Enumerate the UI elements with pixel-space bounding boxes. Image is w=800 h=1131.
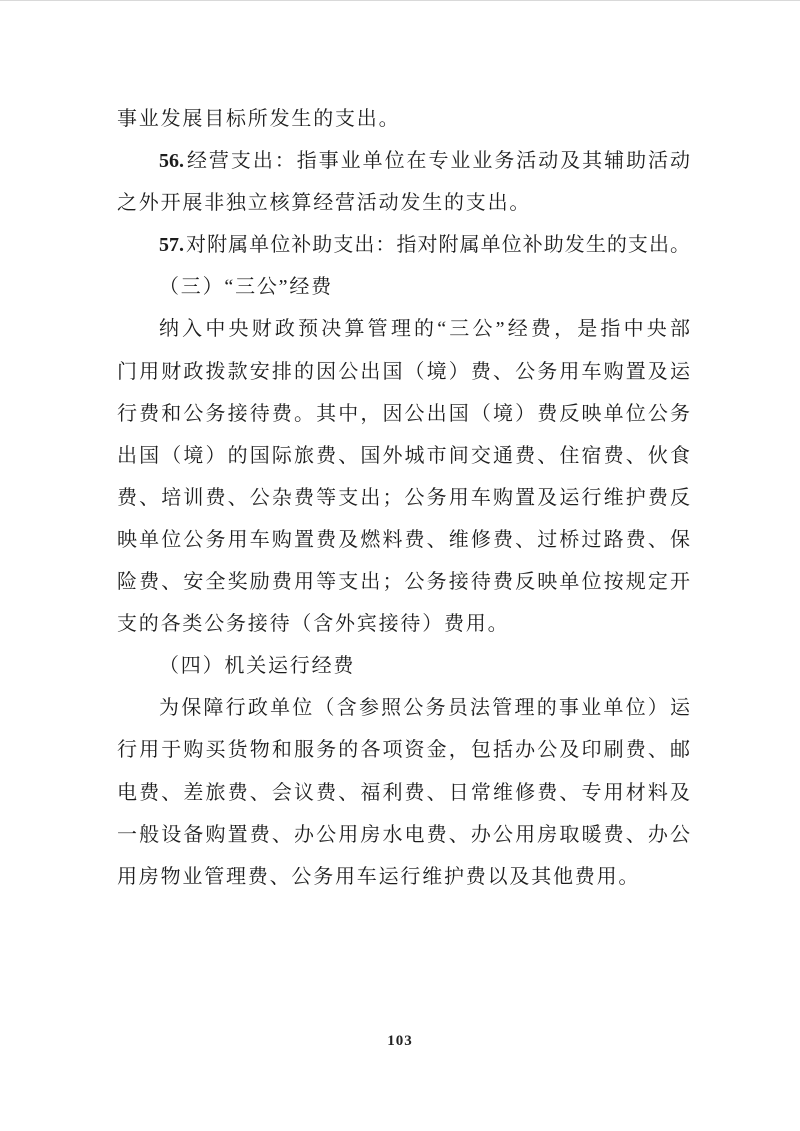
section-heading: （三）“三公”经费 xyxy=(159,276,333,299)
text-line: 出国（境）的国际旅费、国外城市间交通费、住宿费、伙食 xyxy=(117,444,690,467)
text-line: 费、培训费、公杂费等支出；公务用车购置及运行维护费反 xyxy=(117,486,690,509)
item-number: 57. xyxy=(159,234,184,257)
text-line: 行费和公务接待费。其中，因公出国（境）费反映单位公务 xyxy=(117,402,690,425)
text-line: 支的各类公务接待（含外宾接待）费用。 xyxy=(117,613,510,636)
text-line: 映单位公务用车购置费及燃料费、维修费、过桥过路费、保 xyxy=(117,528,690,551)
page-number: 103 xyxy=(387,1033,413,1049)
text-line: 为保障行政单位（含参照公务员法管理的事业单位）运 xyxy=(159,697,690,720)
text-line: 事业发展目标所发生的支出。 xyxy=(117,108,401,130)
item-number: 56. xyxy=(159,150,184,173)
text-line: 之外开展非独立核算经营活动发生的支出。 xyxy=(117,192,532,215)
text-line: 56.经营支出：指事业单位在专业业务活动及其辅助活动 xyxy=(159,150,690,173)
document-body xyxy=(117,98,690,898)
text-line: 一般设备购置费、办公用房水电费、办公用房取暖费、办公 xyxy=(117,823,690,846)
text-line: 用房物业管理费、公务用车运行维护费以及其他费用。 xyxy=(117,865,641,888)
text-line: 纳入中央财政预决算管理的“三公”经费，是指中央部 xyxy=(159,318,690,341)
section-heading: （四）机关运行经费 xyxy=(159,655,356,678)
text-line: 行用于购买货物和服务的各项资金，包括办公及印刷费、邮 xyxy=(117,739,690,762)
page-top-edge xyxy=(0,0,800,1)
text-line: 险费、安全奖励费用等支出；公务接待费反映单位按规定开 xyxy=(117,571,690,594)
text-line: 门用财政拨款安排的因公出国（境）费、公务用车购置及运 xyxy=(117,360,690,383)
text-line: 57.对附属单位补助支出：指对附属单位补助发生的支出。 xyxy=(159,234,690,257)
text-line: 电费、差旅费、会议费、福利费、日常维修费、专用材料及 xyxy=(117,781,690,804)
